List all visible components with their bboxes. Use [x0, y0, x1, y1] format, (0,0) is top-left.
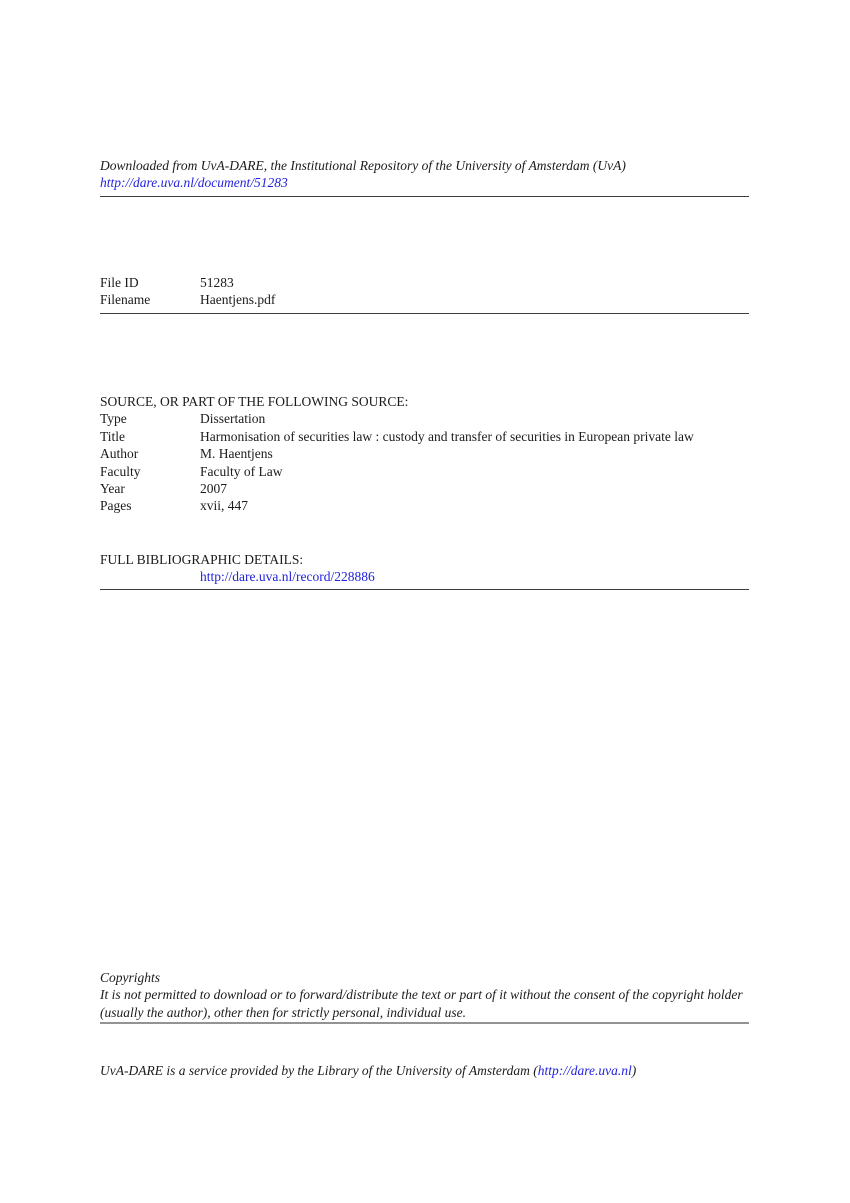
- type-value: Dissertation: [200, 411, 266, 427]
- divider: [100, 313, 749, 314]
- type-row: [100, 410, 749, 427]
- faculty-value: Faculty of Law: [200, 463, 283, 479]
- author-label: Author: [100, 446, 139, 462]
- copyright-block: [100, 969, 749, 1024]
- year-label: Year: [100, 481, 125, 497]
- title-row: [100, 428, 749, 445]
- divider: [100, 589, 749, 590]
- year-value: 2007: [200, 481, 227, 497]
- author-row: [100, 445, 749, 462]
- source-block: [100, 393, 749, 515]
- faculty-label: Faculty: [100, 463, 141, 479]
- copyright-notice-line: (usually the author), other then for strictly personal, individual use.: [100, 1004, 466, 1020]
- footer-closing-paren: ): [631, 1063, 637, 1078]
- record-link[interactable]: http://dare.uva.nl/record/228886: [200, 569, 375, 585]
- file-id-value: 51283: [200, 275, 234, 290]
- document-link[interactable]: http://dare.uva.nl/document/51283: [100, 175, 288, 191]
- footer-service-text: UvA-DARE is a service provided by the Library of the University of Amsterdam (: [100, 1063, 538, 1078]
- bibliographic-heading: FULL BIBLIOGRAPHIC DETAILS:: [100, 552, 304, 567]
- title-value: Harmonisation of securities law : custody and transfer of securities in European private law: [200, 428, 694, 444]
- dare-home-link[interactable]: http://dare.uva.nl: [537, 1063, 632, 1078]
- author-value: M. Haentjens: [200, 446, 273, 462]
- copyright-notice-line: It is not permitted to download or to forward/distribute the text or part of it without the consent of the copyright holder: [100, 987, 743, 1003]
- title-label: Title: [100, 428, 126, 444]
- divider: [100, 1022, 749, 1024]
- footer-text: [100, 1063, 749, 1079]
- filename-row: [100, 291, 749, 308]
- filename-label: Filename: [100, 292, 151, 308]
- pages-value: xvii, 447: [200, 498, 249, 514]
- source-heading: SOURCE, OR PART OF THE FOLLOWING SOURCE:: [100, 394, 409, 409]
- copyright-notice: [100, 986, 749, 1021]
- downloaded-from-text: Downloaded from UvA-DARE, the Institutional Repository of the University of Amsterdam (UvA): [100, 158, 626, 173]
- pages-label: Pages: [100, 498, 132, 514]
- bibliographic-block: [100, 551, 749, 590]
- filename-value: Haentjens.pdf: [200, 292, 276, 308]
- divider: [100, 196, 749, 197]
- repository-header: [100, 157, 749, 197]
- faculty-row: [100, 463, 749, 480]
- file-id-label: File ID: [100, 275, 139, 290]
- copyrights-heading: Copyrights: [100, 970, 161, 985]
- file-info-block: [100, 274, 749, 314]
- type-label: Type: [100, 411, 127, 427]
- pages-row: [100, 497, 749, 514]
- year-row: [100, 480, 749, 497]
- file-id-row: [100, 274, 749, 291]
